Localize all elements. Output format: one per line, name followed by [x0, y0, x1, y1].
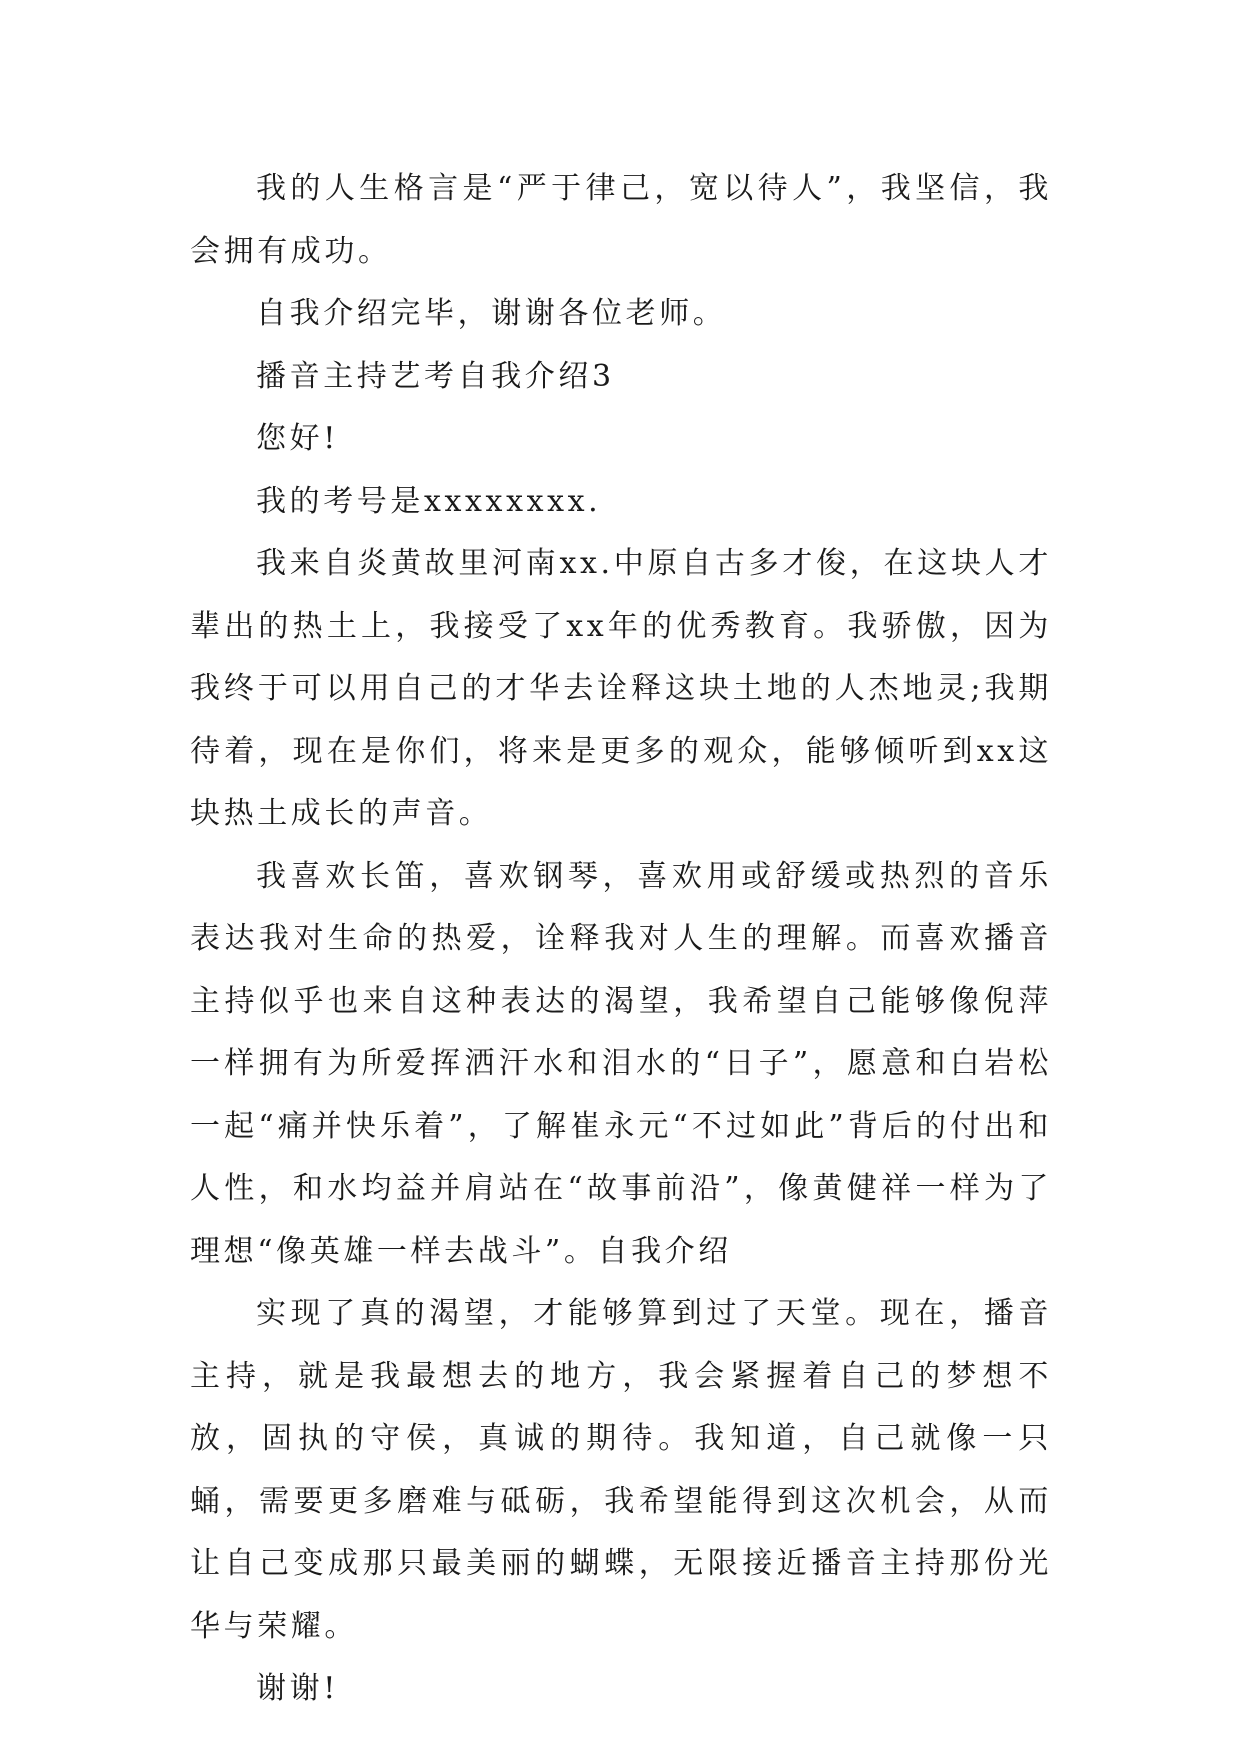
paragraph-aspiration: 实现了真的渴望，才能够算到过了天堂。现在，播音主持，就是我最想去的地方，我会紧握着自己的梦想不放，固执的守侯，真诚的期待。我知道，自己就像一只蛹，需要更多磨难与砥砺，我希望能得到这次机会，从而让自己变成那只最美丽的蝴蝶，无限接近播音主持那份光华与荣耀。 [190, 1296, 1052, 1644]
document-body [190, 158, 1052, 1721]
paragraph-closing-thanks: 自我介绍完毕，谢谢各位老师。 [256, 296, 727, 331]
section-heading: 播音主持艺考自我介绍3 [256, 358, 615, 394]
paragraph-interests: 我喜欢长笛，喜欢钢琴，喜欢用或舒缓或热烈的音乐表达我对生命的热爱，诠释我对人生的理解。而喜欢播音主持似乎也来自这种表达的渴望，我希望自己能够像倪萍一样拥有为所爱挥洒汗水和泪水的“日子”，愿意和白岩松一起“痛并快乐着”，了解崔永元“不过如此”背后的付出和人性，和水均益并肩站在“故事前沿”，像黄健祥一样为了理想“像英雄一样去战斗”。自我介绍 [190, 858, 1052, 1269]
paragraph-hometown: 我来自炎黄故里河南xx.中原自古多才俊，在这块人才辈出的热土上，我接受了xx年的优秀教育。我骄傲，因为我终于可以用自己的才华去诠释这块土地的人杰地灵;我期待着，现在是你们，将来是更多的观众，能够倾听到xx这块热土成长的声音。 [190, 546, 1052, 831]
paragraph-motto: 我的人生格言是“严于律己，宽以待人”，我坚信，我会拥有成功。 [190, 171, 1052, 269]
paragraph-thanks: 谢谢! [256, 1671, 339, 1706]
paragraph-exam-number: 我的考号是xxxxxxxx. [256, 483, 602, 519]
paragraph-greeting: 您好! [256, 421, 339, 456]
